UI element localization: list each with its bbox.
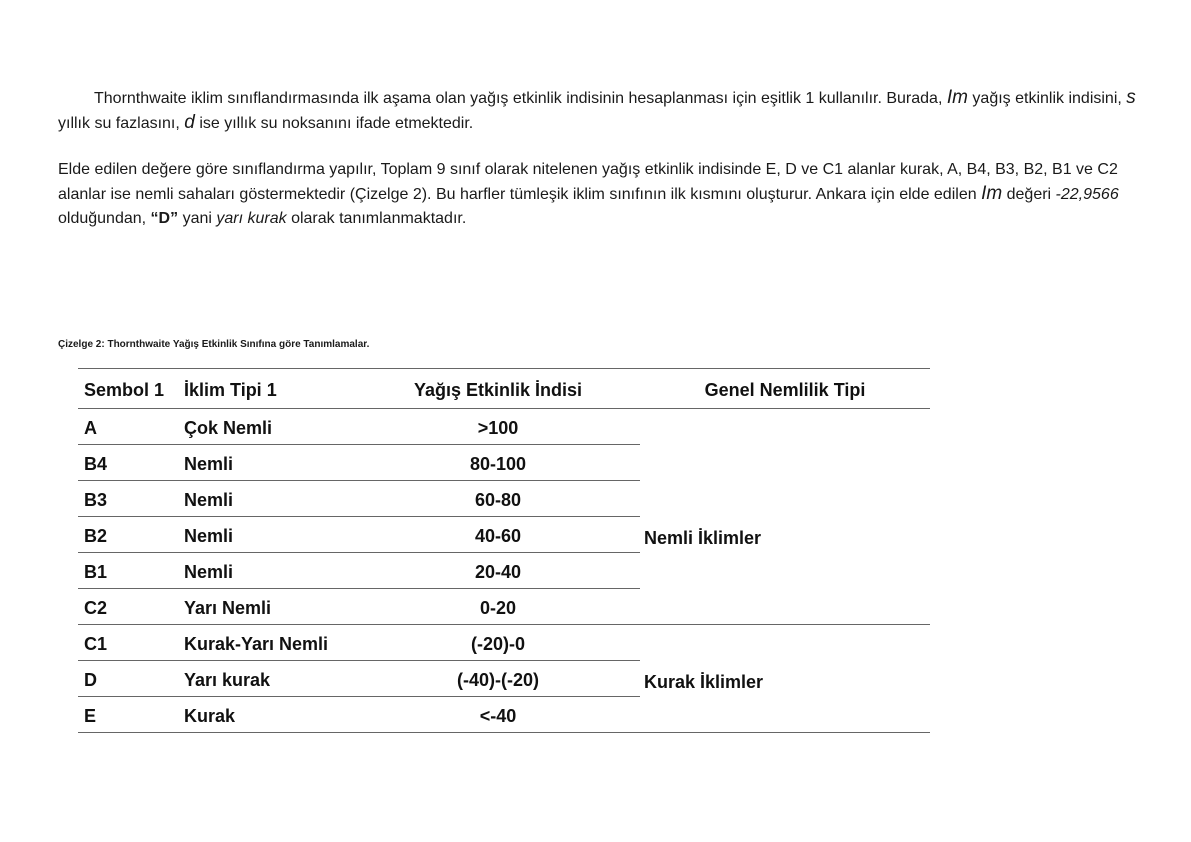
cell-climate-type: Çok Nemli bbox=[184, 418, 273, 438]
cell-index: 40-60 bbox=[474, 526, 522, 546]
paragraph-text: yani bbox=[182, 210, 212, 227]
header-climate-type: İklim Tipi 1 bbox=[184, 380, 277, 400]
cell-climate-type: Yarı kurak bbox=[184, 670, 271, 690]
cell-symbol: C1 bbox=[84, 634, 108, 654]
header-humidity-type: Genel Nemlilik Tipi bbox=[704, 380, 866, 400]
cell-symbol: C2 bbox=[84, 598, 108, 618]
cell-symbol: A bbox=[84, 418, 97, 438]
symbol-d: d bbox=[184, 112, 195, 133]
paragraph-text: Thornthwaite iklim sınıflandırmasında ilk aşama olan yağış etkinlik indisinin hesaplanması için eşitlik 1 kullanılır. Burada, bbox=[94, 90, 943, 107]
cell-index: 0-20 bbox=[479, 598, 517, 618]
cell-symbol: B3 bbox=[84, 490, 108, 510]
class-letter: “D” bbox=[150, 210, 179, 227]
paragraph-text: Elde edilen değere göre sınıflandırma yapılır, Toplam 9 sınıf olarak nitelenen yağış etkinlik indisinde E, D ve C1 alanlar kurak, A, B4, B3, B2, B1 ve C2 alanlar ise nemli sahaları göstermektedir (Çizelge 2). Bu harfler tümleşik iklim sınıfının ilk kısmını oluşturur. Ankara için elde edilen bbox=[58, 161, 1118, 203]
cell-index: <-40 bbox=[479, 706, 517, 726]
cell-climate-type: Nemli bbox=[184, 490, 234, 510]
im-value: -22,9566 bbox=[1055, 186, 1119, 203]
cell-climate-type: Kurak-Yarı Nemli bbox=[184, 634, 329, 654]
paragraph-text: ise yıllık su noksanını ifade etmektedir. bbox=[199, 115, 474, 132]
table-caption: Çizelge 2: Thornthwaite Yağış Etkinlik Sınıfına göre Tanımlamalar. bbox=[58, 339, 370, 350]
symbol-s: s bbox=[1126, 87, 1136, 108]
paragraph-text: değeri bbox=[1006, 186, 1056, 203]
cell-index: 80-100 bbox=[469, 454, 527, 474]
symbol-im: Im bbox=[946, 87, 968, 108]
group-arid-climates: Kurak İklimler bbox=[644, 672, 764, 692]
cell-climate-type: Nemli bbox=[184, 562, 234, 582]
symbol-im: Im bbox=[981, 183, 1003, 204]
cell-symbol: D bbox=[84, 670, 97, 690]
paragraph-classification bbox=[58, 158, 1143, 231]
cell-index: >100 bbox=[477, 418, 519, 438]
cell-symbol: B4 bbox=[84, 454, 108, 474]
cell-index: 20-40 bbox=[474, 562, 522, 582]
cell-symbol: B2 bbox=[84, 526, 108, 546]
cell-climate-type: Nemli bbox=[184, 454, 234, 474]
paragraph-text: olduğundan, bbox=[58, 210, 147, 227]
cell-index: (-40)-(-20) bbox=[456, 670, 539, 690]
group-humid-climates: Nemli İklimler bbox=[644, 528, 762, 548]
cell-climate-type: Kurak bbox=[184, 706, 236, 726]
paragraph-text: yıllık su fazlasını, bbox=[58, 115, 180, 132]
cell-climate-type: Nemli bbox=[184, 526, 234, 546]
paragraph-text: olarak tanımlanmaktadır. bbox=[291, 210, 467, 227]
header-index: Yağış Etkinlik İndisi bbox=[413, 380, 583, 400]
paragraph-text: yağış etkinlik indisini, bbox=[972, 90, 1122, 107]
cell-index: 60-80 bbox=[474, 490, 522, 510]
class-term: yarı kurak bbox=[216, 210, 287, 227]
cell-symbol: E bbox=[84, 706, 97, 726]
cell-climate-type: Yarı Nemli bbox=[184, 598, 272, 618]
cell-symbol: B1 bbox=[84, 562, 108, 582]
header-symbol: Sembol 1 bbox=[84, 380, 165, 400]
paragraph-intro bbox=[58, 86, 1143, 136]
header-rule bbox=[78, 408, 930, 409]
classification-table bbox=[78, 368, 930, 733]
cell-index: (-20)-0 bbox=[470, 634, 525, 654]
